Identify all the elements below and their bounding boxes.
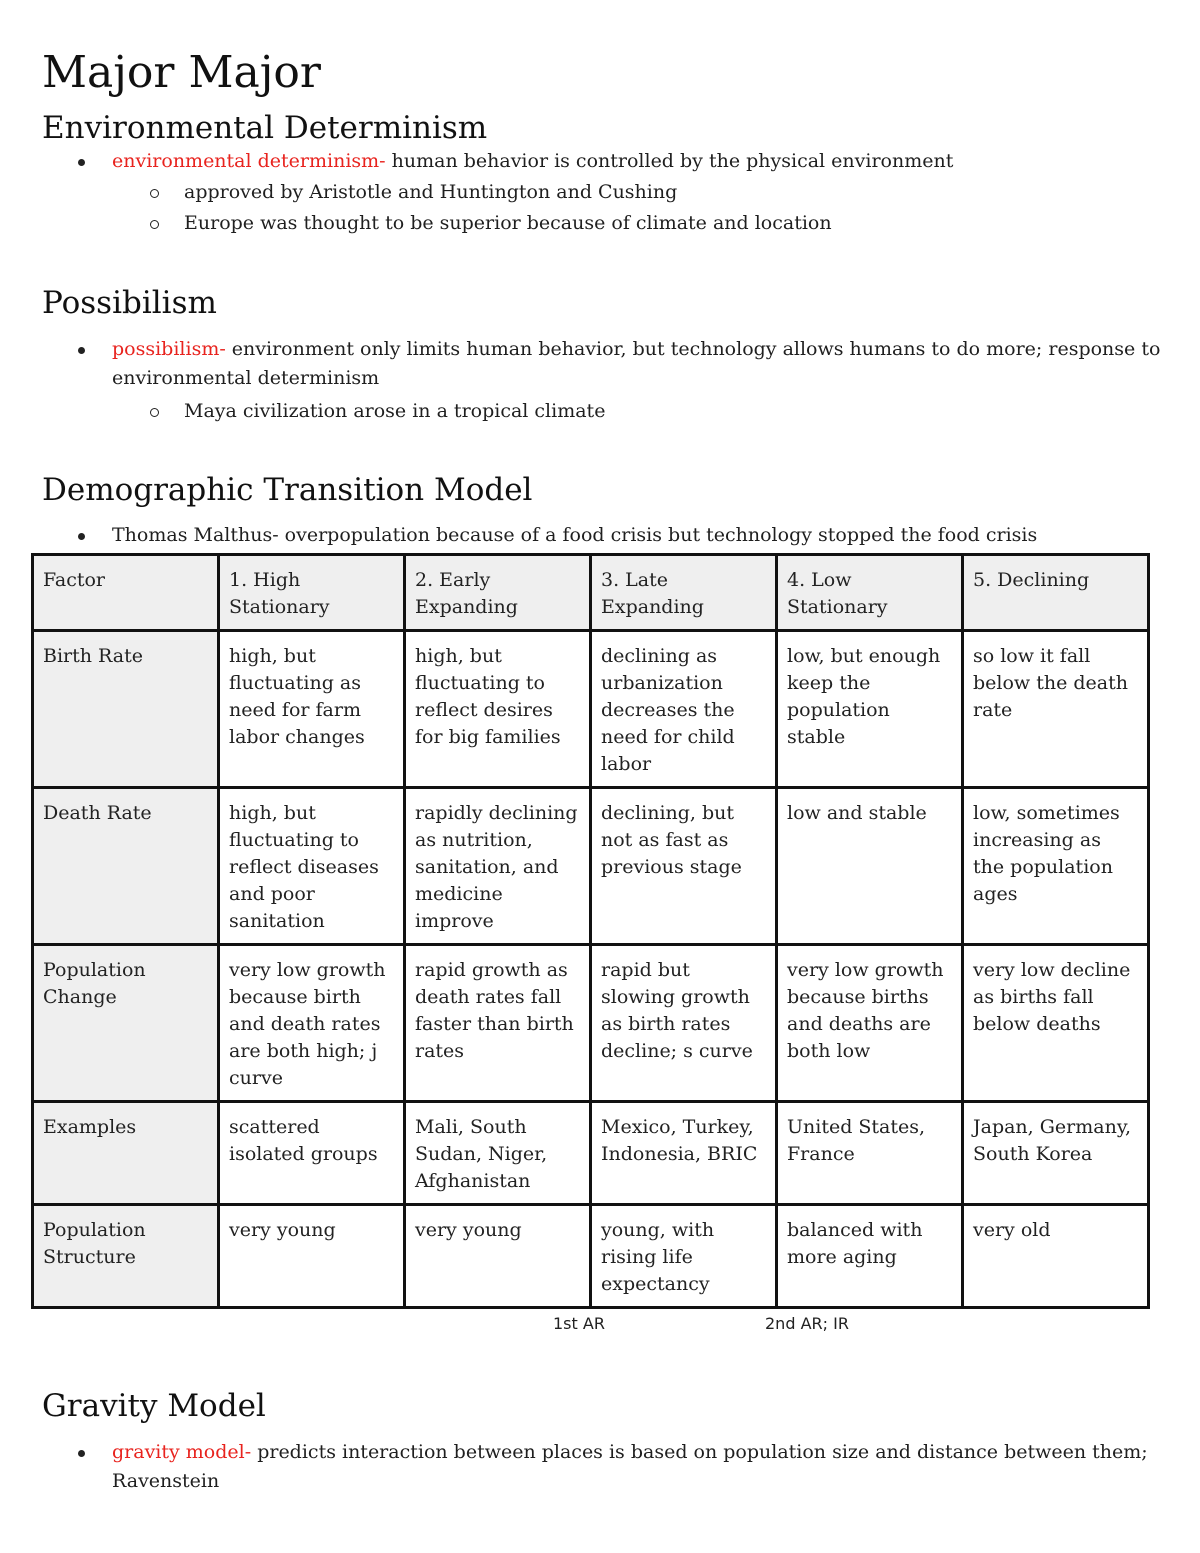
table-cell: Mexico, Turkey, Indonesia, BRIC: [591, 1102, 777, 1205]
page-title: Major Major: [42, 47, 321, 98]
table-header-cell: 1. High Stationary: [219, 555, 405, 631]
table-cell: very low growth because birth and death rates are both high; j curve: [219, 945, 405, 1102]
row-label-cell: Birth Rate: [33, 631, 219, 788]
table-cell: low and stable: [777, 788, 963, 945]
hollow-bullet-icon: [150, 408, 159, 417]
table-cell: declining, but not as fast as previous stage: [591, 788, 777, 945]
table-cell: rapid growth as death rates fall faster than birth rates: [405, 945, 591, 1102]
annotation-1st-ar: 1st AR: [553, 1314, 605, 1333]
table-row: [33, 788, 1149, 945]
definition-continuation: Ravenstein: [112, 1470, 220, 1492]
row-label-cell: Examples: [33, 1102, 219, 1205]
bullet-text: Thomas Malthus- overpopulation because of a food crisis but technology stopped the food crisis: [112, 524, 1038, 546]
table-header-row: [33, 555, 1149, 631]
table-header-cell: 3. Late Expanding: [591, 555, 777, 631]
table-header-cell: 4. Low Stationary: [777, 555, 963, 631]
table-cell: high, but fluctuating to reflect desires for big families: [405, 631, 591, 788]
heading-gravity-model: Gravity Model: [42, 1388, 266, 1424]
table-cell: low, sometimes increasing as the population ages: [963, 788, 1149, 945]
table-cell: balanced with more aging: [777, 1205, 963, 1308]
table-cell: very low growth because births and deaths are both low: [777, 945, 963, 1102]
definition-text: human behavior is controlled by the physical environment: [385, 150, 954, 172]
definition-text: environment only limits human behavior, but technology allows humans to do more; response to: [225, 338, 1161, 360]
dtm-table: [31, 553, 1150, 1309]
sub-bullet-text: approved by Aristotle and Huntington and Cushing: [184, 181, 678, 203]
row-label-cell: Death Rate: [33, 788, 219, 945]
sub-bullet: [184, 178, 677, 207]
table-cell: so low it fall below the death rate: [963, 631, 1149, 788]
table-cell: very old: [963, 1205, 1149, 1308]
table-header-cell: 2. Early Expanding: [405, 555, 591, 631]
table-cell: low, but enough keep the population stable: [777, 631, 963, 788]
sub-bullet: [184, 209, 832, 238]
bullet-dot-icon: [78, 533, 85, 540]
table-cell: high, but fluctuating to reflect diseases and poor sanitation: [219, 788, 405, 945]
table-cell: high, but fluctuating as need for farm labor changes: [219, 631, 405, 788]
table-cell: very low decline as births fall below deaths: [963, 945, 1149, 1102]
row-label-cell: Population Structure: [33, 1205, 219, 1308]
sub-bullet: [184, 397, 605, 426]
heading-demographic-transition-model: Demographic Transition Model: [42, 472, 533, 508]
annotation-2nd-ar: 2nd AR; IR: [765, 1314, 849, 1333]
table-cell: United States, France: [777, 1102, 963, 1205]
heading-possibilism: Possibilism: [42, 285, 217, 321]
table-cell: Japan, Germany, South Korea: [963, 1102, 1149, 1205]
bullet-dot-icon: [78, 1450, 85, 1457]
table-cell: Mali, South Sudan, Niger, Afghanistan: [405, 1102, 591, 1205]
bullet-gravity-model: [112, 1438, 1172, 1496]
bullet-possibilism: [112, 335, 1172, 393]
table-header-cell: Factor: [33, 555, 219, 631]
table-cell: declining as urbanization decreases the need for child labor: [591, 631, 777, 788]
table-row: [33, 1102, 1149, 1205]
table-cell: very young: [219, 1205, 405, 1308]
table-row: [33, 1205, 1149, 1308]
term-possibilism: possibilism-: [112, 338, 226, 360]
definition-continuation: environmental determinism: [112, 367, 380, 389]
sub-bullet-text: Europe was thought to be superior because of climate and location: [184, 212, 832, 234]
definition-text: predicts interaction between places is based on population size and distance between them;: [251, 1441, 1148, 1463]
heading-environmental-determinism: Environmental Determinism: [42, 110, 488, 146]
table-cell: very young: [405, 1205, 591, 1308]
table-row: [33, 631, 1149, 788]
hollow-bullet-icon: [150, 189, 159, 198]
table-header-cell: 5. Declining: [963, 555, 1149, 631]
bullet-dot-icon: [78, 347, 85, 354]
bullet-environmental-determinism: [112, 147, 1172, 176]
table-cell: scattered isolated groups: [219, 1102, 405, 1205]
table-cell: rapid but slowing growth as birth rates decline; s curve: [591, 945, 777, 1102]
bullet-thomas-malthus: [112, 521, 1172, 550]
hollow-bullet-icon: [150, 220, 159, 229]
term-environmental-determinism: environmental determinism-: [112, 150, 386, 172]
sub-bullet-text: Maya civilization arose in a tropical climate: [184, 400, 606, 422]
table-cell: rapidly declining as nutrition, sanitation, and medicine improve: [405, 788, 591, 945]
term-gravity-model: gravity model-: [112, 1441, 252, 1463]
bullet-dot-icon: [78, 159, 85, 166]
row-label-cell: Population Change: [33, 945, 219, 1102]
table-cell: young, with rising life expectancy: [591, 1205, 777, 1308]
table-row: [33, 945, 1149, 1102]
